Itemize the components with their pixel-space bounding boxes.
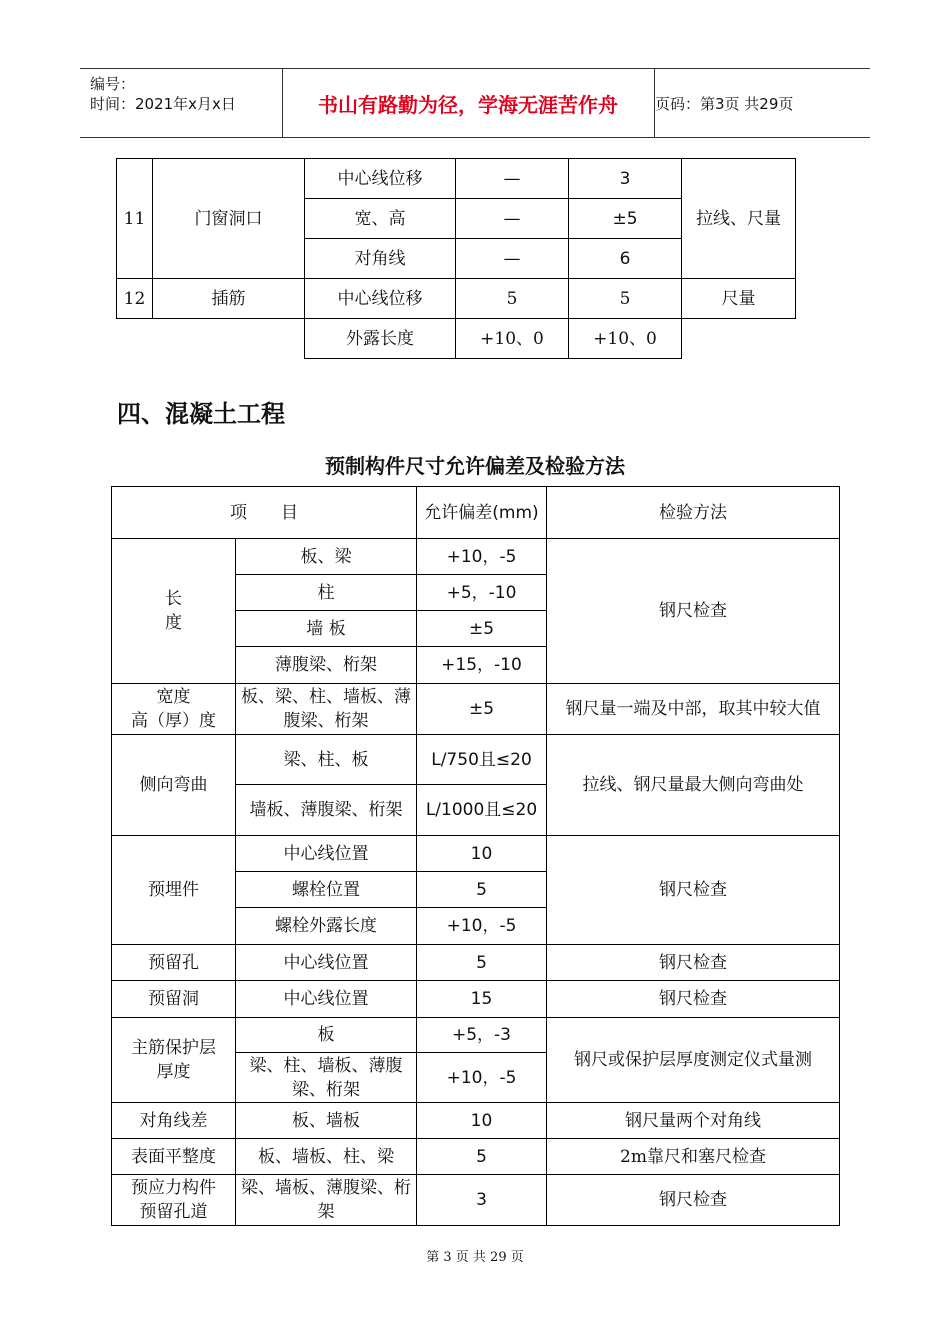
inspection-method: 钢尺或保护层厚度测定仪式量测 xyxy=(547,1018,840,1103)
row-method: 拉线、尺量 xyxy=(682,159,796,279)
table-row xyxy=(112,1175,840,1226)
row-value-1: — xyxy=(456,159,569,199)
tolerance-value: 3 xyxy=(417,1175,547,1226)
sub-item: 梁、柱、板 xyxy=(236,735,417,785)
row-sub-item: 中心线位移 xyxy=(305,279,456,319)
tolerance-value: 10 xyxy=(417,1103,547,1139)
row-value-1: — xyxy=(456,199,569,239)
page-header xyxy=(80,68,870,138)
tolerance-value: L/1000且≤20 xyxy=(417,785,547,836)
tolerance-value: 5 xyxy=(417,945,547,981)
row-number: 11 xyxy=(117,159,153,279)
row-sub-item: 外露长度 xyxy=(305,319,456,359)
inspection-method: 2m靠尺和塞尺检查 xyxy=(547,1139,840,1175)
header-page-label: 页码：第3页 共29页 xyxy=(655,95,794,113)
tolerance-value: 15 xyxy=(417,981,547,1018)
inspection-method: 钢尺检查 xyxy=(547,836,840,945)
inspection-method: 拉线、钢尺量最大侧向弯曲处 xyxy=(547,735,840,836)
row-item: 门窗洞口 xyxy=(153,159,305,279)
header-meta xyxy=(80,69,283,137)
table-row xyxy=(112,981,840,1018)
table-row xyxy=(112,735,840,785)
sub-item: 中心线位置 xyxy=(236,945,417,981)
sub-item: 墙 板 xyxy=(236,611,417,647)
table-row xyxy=(112,684,840,735)
table-row xyxy=(112,1103,840,1139)
group-name: 对角线差 xyxy=(112,1103,236,1139)
sub-item: 板、梁 xyxy=(236,539,417,575)
time-label: 时间：2021年x月x日 xyxy=(90,95,236,113)
table-row xyxy=(117,159,796,199)
tolerance-value: L/750且≤20 xyxy=(417,735,547,785)
row-sub-item: 中心线位移 xyxy=(305,159,456,199)
group-name: 预留孔 xyxy=(112,945,236,981)
tolerance-value: +10，-5 xyxy=(417,908,547,945)
row-sub-item: 对角线 xyxy=(305,239,456,279)
row-method: 尺量 xyxy=(682,279,796,319)
tolerance-value: +5，-3 xyxy=(417,1018,547,1053)
sub-item: 板 xyxy=(236,1018,417,1053)
table-row xyxy=(117,279,796,319)
inspection-method: 钢尺检查 xyxy=(547,981,840,1018)
sub-item: 柱 xyxy=(236,575,417,611)
inspection-method: 钢尺检查 xyxy=(547,539,840,684)
group-name: 预留洞 xyxy=(112,981,236,1018)
sub-item: 梁、墙板、薄腹梁、桁架 xyxy=(236,1175,417,1226)
group-name: 侧向弯曲 xyxy=(112,735,236,836)
sub-item: 螺栓位置 xyxy=(236,872,417,908)
tolerance-value: +10，-5 xyxy=(417,1053,547,1103)
header-motto: 书山有路勤为径，学海无涯苦作舟 xyxy=(282,69,655,137)
page-footer: 第 3 页 共 29 页 xyxy=(426,1250,524,1265)
tolerance-value: 5 xyxy=(417,872,547,908)
table-row xyxy=(112,836,840,872)
group-name: 预埋件 xyxy=(112,836,236,945)
header-item: 项 目 xyxy=(112,487,417,539)
header-method: 检验方法 xyxy=(547,487,840,539)
tolerance-value: 10 xyxy=(417,836,547,872)
tolerance-value: +15，-10 xyxy=(417,647,547,684)
table-row xyxy=(117,319,796,359)
table-row xyxy=(112,945,840,981)
group-name: 宽度 高（厚）度 xyxy=(112,684,236,735)
sub-item: 螺栓外露长度 xyxy=(236,908,417,945)
row-value-2: 3 xyxy=(569,159,682,199)
sub-item: 板、墙板 xyxy=(236,1103,417,1139)
row-value-2: 6 xyxy=(569,239,682,279)
inspection-method: 钢尺量一端及中部，取其中较大值 xyxy=(547,684,840,735)
inspection-method: 钢尺检查 xyxy=(547,945,840,981)
section-title: 四、混凝土工程 xyxy=(117,400,285,428)
row-number: 12 xyxy=(117,279,153,319)
tolerance-value: +5，-10 xyxy=(417,575,547,611)
number-label: 编号： xyxy=(90,75,136,93)
group-name: 主筋保护层 厚度 xyxy=(112,1018,236,1103)
sub-item: 中心线位置 xyxy=(236,981,417,1018)
row-value-1: 5 xyxy=(456,279,569,319)
row-item: 插筋 xyxy=(153,279,305,319)
continuation-table xyxy=(116,158,796,359)
row-value-1: — xyxy=(456,239,569,279)
table-row xyxy=(112,1139,840,1175)
table-row xyxy=(112,539,840,575)
inspection-method: 钢尺检查 xyxy=(547,1175,840,1226)
tolerance-value: 5 xyxy=(417,1139,547,1175)
table-row xyxy=(112,1018,840,1053)
tolerance-table xyxy=(111,486,840,1226)
sub-item: 薄腹梁、桁架 xyxy=(236,647,417,684)
inspection-method: 钢尺量两个对角线 xyxy=(547,1103,840,1139)
tolerance-value: ±5 xyxy=(417,611,547,647)
sub-item: 板、墙板、柱、梁 xyxy=(236,1139,417,1175)
group-name: 表面平整度 xyxy=(112,1139,236,1175)
row-value-2: ±5 xyxy=(569,199,682,239)
tolerance-value: ±5 xyxy=(417,684,547,735)
table-caption: 预制构件尺寸允许偏差及检验方法 xyxy=(325,454,625,478)
sub-item: 梁、柱、墙板、薄腹梁、桁架 xyxy=(236,1053,417,1103)
sub-item: 墙板、薄腹梁、桁架 xyxy=(236,785,417,836)
sub-item: 板、梁、柱、墙板、薄腹梁、桁架 xyxy=(236,684,417,735)
table-header-row xyxy=(112,487,840,539)
group-name: 预应力构件 预留孔道 xyxy=(112,1175,236,1226)
sub-item: 中心线位置 xyxy=(236,836,417,872)
row-value-1: +10、0 xyxy=(456,319,569,359)
header-tolerance: 允许偏差(mm) xyxy=(417,487,547,539)
tolerance-value: +10，-5 xyxy=(417,539,547,575)
row-sub-item: 宽、高 xyxy=(305,199,456,239)
row-value-2: +10、0 xyxy=(569,319,682,359)
group-name: 长 度 xyxy=(112,539,236,684)
row-value-2: 5 xyxy=(569,279,682,319)
